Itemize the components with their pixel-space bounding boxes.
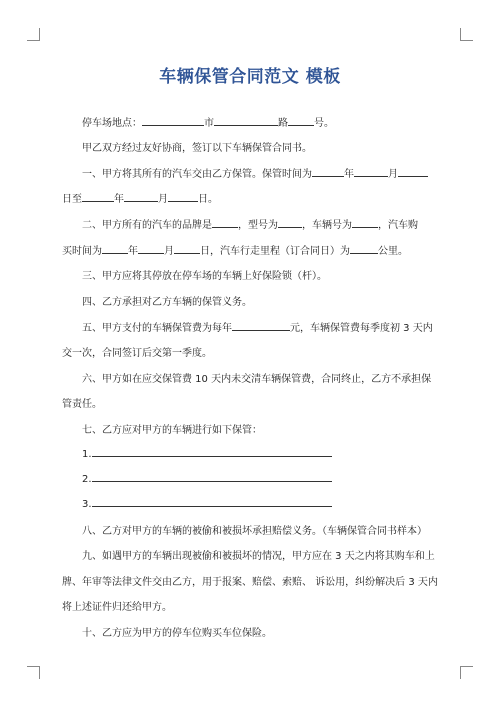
model-blank[interactable] [278,217,302,228]
clause-2-text-e: 买时间为 [62,246,102,257]
list-item-blank[interactable] [92,496,332,507]
clause-1-line-1 [62,165,464,180]
clause-5-text-b: 元，车辆保管费每季度初 3 天内 [290,323,433,334]
clause-2-month-label: 月 [164,246,174,257]
clause-2-text-c: ，车辆号为 [302,220,352,231]
clause-5-text-a: 五、甲方支付的车辆保管费为每年 [82,323,232,334]
clause-2-text-h: 日，汽车行走里程（订合同日）为 [200,246,350,257]
clause-8: 八、乙方对甲方的车辆的被偷和被损坏承担赔偿义务。（车辆保管合同书样本） [82,526,427,537]
clause-1-text-d: 日至 [62,194,82,205]
corner-mark-bottom-left [27,666,40,679]
list-item-number: 2. [82,474,92,485]
location-label: 停车场地点： [82,118,142,129]
clause-7: 七、乙方应对甲方的车辆进行如下保管： [82,425,262,436]
list-item [62,471,464,485]
annual-fee-blank[interactable] [232,320,290,331]
start-month-blank[interactable] [354,166,388,177]
road-blank[interactable] [214,115,278,126]
clause-2-text-a: 二、甲方所有的汽车的品牌是 [82,220,212,231]
end-month-blank[interactable] [124,191,158,202]
clause-1-year-label: 年 [344,169,354,180]
clause-4: 四、乙方承担对乙方车辆的保管义务。 [82,297,252,308]
list-item-blank[interactable] [92,446,332,457]
corner-mark-top-right [460,28,473,41]
clause-1-text-a: 一、甲方将其所有的汽车交由乙方保管。保管时间为 [82,169,312,180]
clause-1-line-2 [62,190,444,205]
clause-1-end-month-label: 月 [158,194,168,205]
purchase-day-blank[interactable] [174,243,200,254]
list-item-blank[interactable] [92,471,332,482]
clause-1-end-year-label: 年 [114,194,124,205]
clause-5-line-2: 交一次，合同签订后交第一季度。 [62,348,212,359]
corner-mark-bottom-right [460,666,473,679]
clause-3: 三、甲方应将其停放在停车场的车辆上好保险锁（杆）。 [82,271,327,282]
list-item [62,446,464,460]
city-label: 市 [204,118,214,129]
number-label: 号。 [314,118,334,129]
clause-1-month-label: 月 [388,169,398,180]
list-item-number: 3. [82,499,92,510]
clause-1-end-day-label: 日。 [198,194,218,205]
start-day-blank[interactable] [398,166,428,177]
clause-6-line-2: 管责任。 [62,399,102,410]
list-item [62,496,464,510]
intro-paragraph: 甲乙双方经过友好协商，签订以下车辆保管合同书。 [82,143,312,154]
clause-2-text-i: 公里。 [378,246,408,257]
clause-9-line-1: 九、如遇甲方的车辆出现被偷和被损坏的情况，甲方应在 3 天之内将其购车和上 [82,551,435,562]
city-blank[interactable] [142,115,204,126]
clause-9-line-3: 将上述证件归还给甲方。 [62,602,172,613]
road-label: 路 [278,118,288,129]
clause-2-line-1 [62,216,464,231]
end-year-blank[interactable] [82,191,114,202]
clause-2-text-d: ，汽车购 [378,220,418,231]
document-title: 车辆保管合同范文 模板 [159,67,341,87]
clause-10: 十、乙方应为甲方的停车位购买车位保险。 [82,628,272,639]
end-day-blank[interactable] [168,191,198,202]
number-blank[interactable] [288,115,314,126]
clause-6-line-1: 六、甲方如在应交保管费 10 天内未交清车辆保管费，合同终止，乙方不承担保 [82,374,432,385]
clause-2-line-2 [62,242,444,257]
clause-5-line-1 [62,319,464,334]
purchase-year-blank[interactable] [102,243,128,254]
location-line [62,114,464,129]
list-item-number: 1. [82,449,92,460]
corner-mark-top-left [27,28,40,41]
plate-blank[interactable] [352,217,378,228]
clause-9-line-2: 牌、年审等法律文件交由乙方，用于报案、赔偿、索赔、 诉讼用，纠纷解决后 3 天内 [62,577,438,588]
purchase-month-blank[interactable] [138,243,164,254]
clause-2-year-label: 年 [128,246,138,257]
mileage-blank[interactable] [350,243,378,254]
clause-2-text-b: ，型号为 [238,220,278,231]
brand-blank[interactable] [212,217,238,228]
start-year-blank[interactable] [312,166,344,177]
